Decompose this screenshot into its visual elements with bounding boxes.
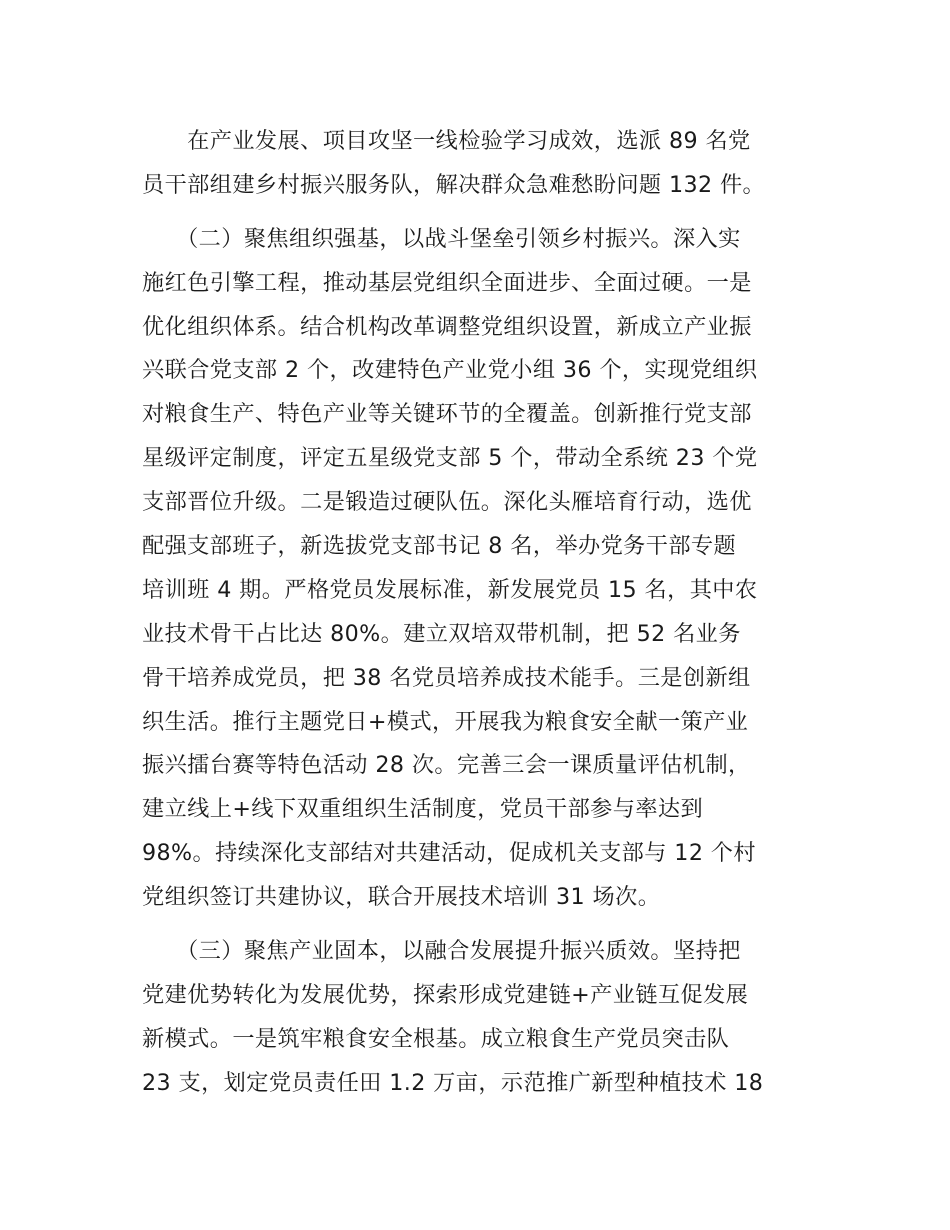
text-line: 员干部组建乡村振兴服务队，解决群众急难愁盼问题 132 件。 <box>142 171 766 198</box>
text-line: 星级评定制度，评定五星级党支部 5 个，带动全系统 23 个党 <box>142 445 758 472</box>
text-line: 新模式。一是筑牢粮食安全根基。成立粮食生产党员突击队 <box>142 1025 730 1052</box>
text-line: 对粮食生产、特色产业等关键环节的全覆盖。创新推行党支部 <box>142 401 752 428</box>
text-line: 骨干培养成党员，把 38 名党员培养成技术能手。三是创新组 <box>142 664 751 691</box>
paragraph-3 <box>142 930 812 1106</box>
paragraph-2 <box>142 218 812 920</box>
text-line: 建立线上+线下双重组织生活制度，党员干部参与率达到 <box>142 796 704 823</box>
document-body <box>142 120 812 1106</box>
text-line: 织生活。推行主题党日+模式，开展我为粮食安全献一策产业 <box>142 708 749 735</box>
text-line: 培训班 4 期。严格党员发展标准，新发展党员 15 名，其中农 <box>142 576 758 603</box>
paragraph-1 <box>142 120 812 208</box>
text-line: 振兴擂台赛等特色活动 28 次。完善三会一课质量评估机制， <box>142 752 751 779</box>
text-line: 支部晋位升级。二是锻造过硬队伍。深化头雁培育行动，选优 <box>142 489 752 516</box>
text-line: 98%。持续深化支部结对共建活动，促成机关支部与 12 个村 <box>142 840 756 867</box>
text-line: 党组织签订共建协议，联合开展技术培训 31 场次。 <box>142 884 661 911</box>
text-line: 施红色引擎工程，推动基层党组织全面进步、全面过硬。一是 <box>142 269 752 296</box>
text-line: 23 支，划定党员责任田 1.2 万亩，示范推广新型种植技术 18 <box>142 1069 764 1096</box>
text-line: 党建优势转化为发展优势，探索形成党建链+产业链互促发展 <box>142 981 749 1008</box>
text-line: 优化组织体系。结合机构改革调整党组织设置，新成立产业振 <box>142 313 752 340</box>
text-line: 在产业发展、项目攻坚一线检验学习成效，选派 89 名党 <box>142 128 751 154</box>
text-line: （三）聚焦产业固本，以融合发展提升振兴质效。坚持把 <box>142 938 741 965</box>
text-line: 业技术骨干占比达 80%。建立双培双带机制，把 52 名业务 <box>142 620 741 647</box>
text-line: （二）聚焦组织强基，以战斗堡垒引领乡村振兴。深入实 <box>142 225 741 252</box>
text-line: 兴联合党支部 2 个，改建特色产业党小组 36 个，实现党组织 <box>142 357 758 384</box>
text-line: 配强支部班子，新选拔党支部书记 8 名，举办党务干部专题 <box>142 533 737 560</box>
